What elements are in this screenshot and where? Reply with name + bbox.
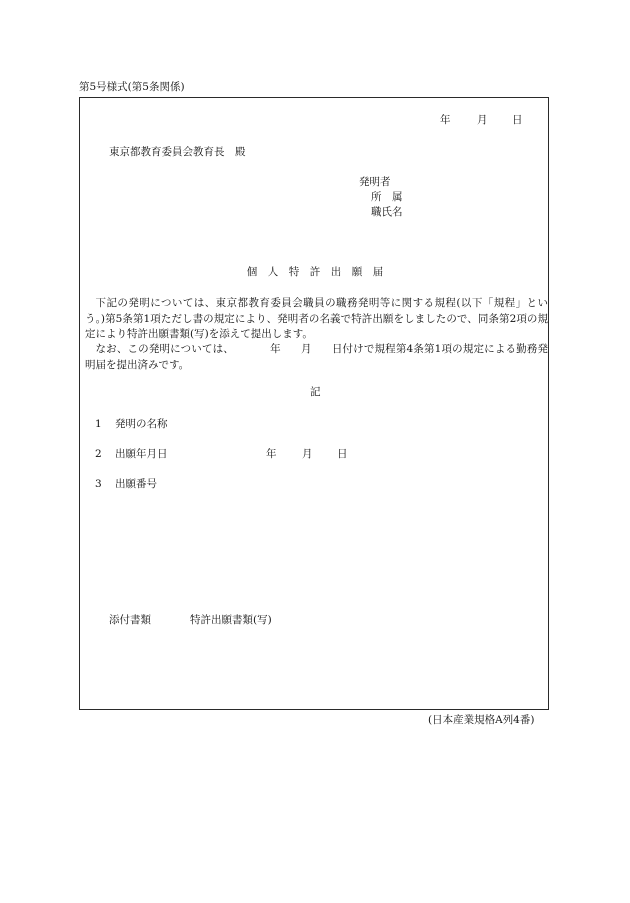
date-year: 年	[440, 114, 451, 126]
item-3-number: 3	[95, 478, 102, 490]
item-2-day: 日	[337, 448, 348, 460]
inventor-position-name: 職氏名	[371, 206, 403, 218]
footer-note: (日本産業規格A列4番)	[428, 714, 535, 726]
item-2-year: 年	[266, 448, 277, 460]
body-paragraph-2	[85, 342, 548, 373]
date-day: 日	[512, 114, 523, 126]
addressee: 東京都教育委員会教育長 殿	[109, 146, 246, 158]
body-paragraph-2-year: 年	[269, 343, 281, 355]
ki-heading: 記	[310, 386, 321, 398]
form-label: 第5号様式(第5条関係)	[79, 81, 185, 93]
item-3-label: 出願番号	[115, 478, 157, 490]
item-2-month: 月	[302, 448, 313, 460]
item-2-label: 出願年月日	[115, 448, 168, 460]
document-title: 個 人 特 許 出 願 届	[246, 266, 384, 278]
item-2-number: 2	[95, 448, 102, 460]
date-month: 月	[477, 114, 488, 126]
inventor-heading: 発明者	[359, 176, 391, 188]
item-1-label: 発明の名称	[115, 418, 168, 430]
item-1-number: 1	[95, 418, 102, 430]
inventor-affiliation: 所 属	[371, 191, 403, 203]
body-paragraph-1: 下記の発明については、東京都教育委員会職員の職務発明等に関する規程(以下「規程」という。)第5条第1項ただし書の規定により、発明者の名義で特許出願をしましたので、同条第2項の規定により特許出願書類(写)を添えて提出します。	[85, 297, 548, 340]
body-paragraph-2-part2: 日付けで規程第4条第1項の規定による勤務発明届を提出済みです。	[85, 343, 549, 371]
body-paragraph-2-part1: なお、この発明については、	[95, 343, 234, 355]
body-paragraph-2-month: 月	[300, 343, 312, 355]
attachment-label: 添付書類	[109, 614, 151, 626]
attachment-value: 特許出願書類(写)	[190, 614, 272, 626]
